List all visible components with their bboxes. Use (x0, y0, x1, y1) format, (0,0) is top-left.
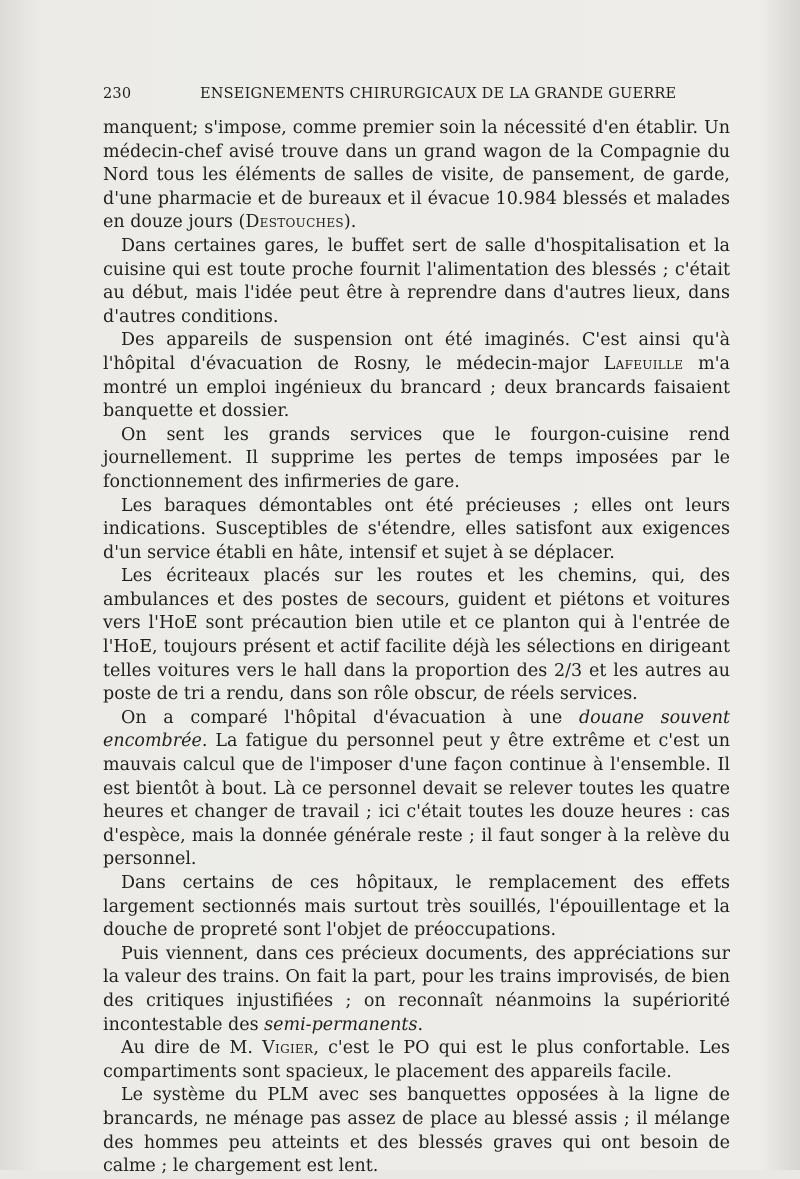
paragraph: Les écriteaux placés sur les routes et les chemins, qui, des ambulances et des postes de secours, guident et piétons et voitures vers l'HoE sont précaution bien utile et ce planton qui à l'entrée de l'HoE, toujours présent et actif facilite déjà les sélections en dirigeant telles voitures vers le hall dans la proportion des 2/3 et les autres au poste de tri a rendu, dans son rôle obscur, de réels services. (103, 566, 730, 705)
page-number: 230 (103, 86, 132, 102)
paragraph: Dans certaines gares, le buffet sert de salle d'hospitalisation et la cuisine qui est toute proche fournit l'alimentation des blessés ; c'était au début, mais l'idée peut être à reprendre dans d'autres lieux, dans d'autres conditions. (103, 235, 730, 327)
paragraph: Le système du PLM avec ses banquettes opposées à la ligne de brancards, ne ménage pas assez de place au blessé assis ; il mélange des hommes peu atteints et des blessés graves qui ont besoin de calme ; le chargement est lent. (103, 1085, 730, 1177)
paragraph: Les baraques démontables ont été précieuses ; elles ont leurs indications. Susceptibles de s'étendre, elles satisfont aux exigences d'un service établi en hâte, intensif et sujet à se déplacer. (103, 495, 730, 563)
paragraph: Dans certains de ces hôpitaux, le remplacement des effets largement sectionnés mais surtout très souillés, l'épouillentage et la douche de propreté sont l'objet de préoccupations. (103, 873, 730, 941)
paragraph: Au dire de M. Vigier, c'est le PO qui est le plus confortable. Les compartiments sont spacieux, le placement des appareils facile. (103, 1038, 730, 1082)
author-name: Vigier (262, 1038, 314, 1059)
paragraph: On a comparé l'hôpital d'évacuation à une douane souvent encombrée. La fatigue du personnel peut y être extrême et c'est un mauvais calcul que de l'imposer d'une façon continue à l'ensemble. Il est bientôt à bout. Là ce personnel devait se relever toutes les quatre heures et changer de travail ; ici c'était toutes les douze heures : cas d'espèce, mais la donnée générale reste ; il faut songer à la relève du personnel. (103, 707, 730, 870)
paragraph: Des appareils de suspension ont été imaginés. C'est ainsi qu'à l'hôpital d'évacuation de Rosny, le médecin-major Lafeuille m'a montré un emploi ingénieux du brancard ; deux brancards faisaient banquette et dossier. (103, 330, 730, 422)
italic-phrase: douane souvent encombrée (103, 707, 730, 752)
italic-phrase: semi-permanents (264, 1014, 418, 1035)
running-title: ENSEIGNEMENTS CHIRURGICAUX DE LA GRANDE GUERRE (200, 86, 677, 102)
paragraph: Puis viennent, dans ces précieux documents, des appréciations sur la valeur des trains. On fait la part, pour les trains improvisés, de bien des critiques injustifiées ; on reconnaît néanmoins la supériorité incontestable des semi-permanents. (103, 943, 730, 1035)
author-name: Destouches (245, 212, 344, 233)
author-name: Lafeuille (603, 353, 684, 374)
paragraph: manquent; s'impose, comme premier soin la nécessité d'en établir. Un médecin-chef avisé trouve dans un grand wagon de la Compagnie du Nord tous les éléments de salles de visite, de pansement, de garde, d'une pharmacie et de bureaux et il évacue 10.984 blessés et malades en douze jours (Destouches). (103, 118, 730, 233)
paragraph: On sent les grands services que le fourgon-cuisine rend journellement. Il supprime les pertes de temps imposées par le fonctionnement des infirmeries de gare. (103, 424, 730, 492)
body-text (103, 117, 730, 1179)
